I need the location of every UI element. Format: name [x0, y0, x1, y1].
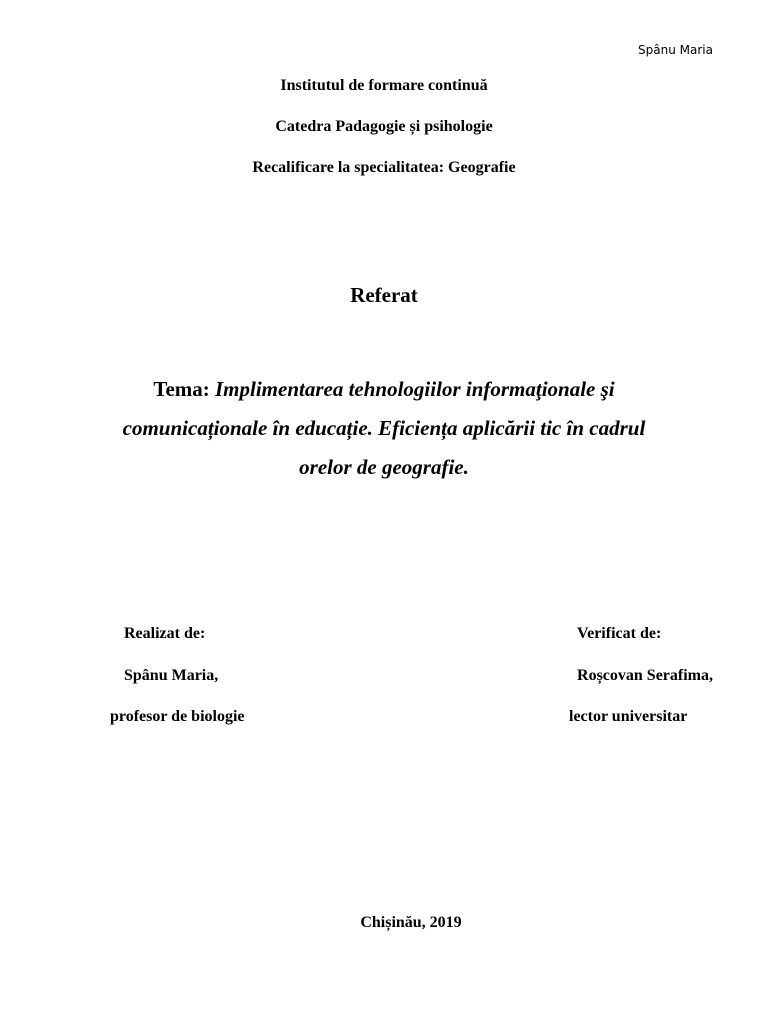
theme-paragraph — [100, 370, 668, 487]
program-name: Recalificare la specialitatea: Geografie — [252, 159, 516, 176]
realizat-name: Spânu Maria, — [124, 667, 219, 684]
verificat-name: Roșcovan Serafima, — [577, 667, 713, 684]
header-author-name: Spânu Maria — [638, 43, 713, 57]
department-name: Catedra Padagogie și psihologie — [275, 118, 493, 135]
theme-text: Implimentarea tehnologiilor informaţionale şi comunicaționale în educație. Eficiența aplicării tic în cadrul orelor de geografie. — [122, 377, 646, 479]
verificat-label: Verificat de: — [577, 625, 662, 642]
realizat-role: profesor de biologie — [110, 708, 245, 725]
institution-name: Institutul de formare continuă — [280, 77, 488, 94]
verificat-role: lector universitar — [569, 708, 688, 725]
document-title: Referat — [350, 283, 418, 307]
theme-label: Tema: — [153, 377, 210, 401]
place-year: Chișinău, 2019 — [360, 914, 462, 931]
realizat-label: Realizat de: — [124, 625, 206, 642]
